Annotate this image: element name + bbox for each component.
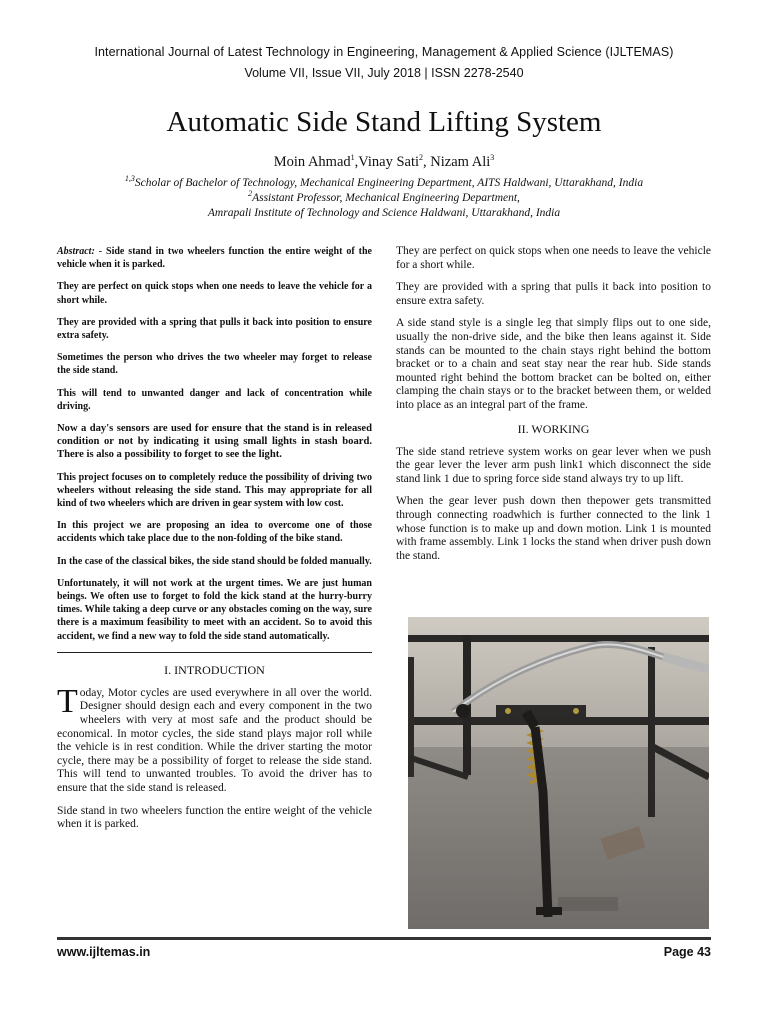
- side-stand-photo: [408, 617, 709, 929]
- right-body: [396, 245, 711, 563]
- affiliation-text: Amrapali Institute of Technology and Science Haldwani, Uttarakhand, India: [207, 207, 561, 219]
- body-paragraph: They are perfect on quick stops when one needs to leave the vehicle for a short while.: [396, 245, 711, 271]
- drop-cap: T: [57, 682, 78, 720]
- footer-url-link[interactable]: www.ijltemas.in: [57, 945, 151, 959]
- page-number: Page 43: [663, 945, 711, 959]
- author-name: Vinay Sati: [358, 154, 420, 170]
- paper-title: Automatic Side Stand Lifting System: [166, 106, 602, 138]
- affiliation-sup: 2: [248, 189, 253, 199]
- abstract: [57, 245, 372, 643]
- author-name: Nizam Ali: [430, 154, 491, 170]
- abstract-label: Abstract: -: [57, 246, 103, 257]
- affiliation: [0, 174, 768, 189]
- abstract-paragraph: In the case of the classical bikes, the side stand should be folded manually.: [57, 555, 372, 567]
- left-column: [57, 245, 372, 841]
- section-heading-introduction: I. INTRODUCTION: [164, 662, 265, 677]
- abstract-paragraph: This will tend to unwanted danger and lack of concentration while driving.: [57, 387, 372, 412]
- abstract-paragraph: [57, 245, 372, 271]
- abstract-paragraph: They are perfect on quick stops when one needs to leave the vehicle for a short while.: [57, 281, 372, 306]
- introduction-body: [57, 682, 372, 832]
- affiliation-text: Assistant Professor, Mechanical Engineering Department,: [252, 192, 520, 204]
- abstract-divider: [57, 652, 372, 653]
- body-paragraph: When the gear lever push down then thepower gets transmitted through connecting roadwhich is further connected to the link 1 whose function is to make up and down motion. Link 1 is mounted with frame assembly. Link 1 locks the stand when driver push down the stand.: [396, 495, 711, 562]
- abstract-paragraph: Now a day's sensors are used for ensure that the stand is in released condition or not by indicating it using small lights in stash board. There is also a possibility to forget to see the light.: [57, 423, 372, 461]
- abstract-paragraph: Unfortunately, it will not work at the urgent times. We are just human beings. We often use to forget to fold the kick stand at the hurry-burry times. While taking a deep curve or any obstacles coming on the way, sure there is a maximum feasibility to meet with an accident. So to avoid this accident, we find a new way to fold the side stand automatically.: [57, 577, 372, 642]
- abstract-paragraph: In this project we are proposing an idea to overcome one of those accidents which take place due to the non-folding of the bike stand.: [57, 520, 372, 545]
- author-name: Moin Ahmad: [273, 154, 351, 170]
- body-paragraph: The side stand retrieve system works on gear lever when we push the gear lever the lever arm push link1 which disconnect the side stand link 1 due to spring force side stand always try to up lift.: [396, 445, 711, 485]
- abstract-paragraph: This project focuses on to completely reduce the possibility of driving two wheelers without releasing the side stand. This may appropriate for all kind of two wheelers which are driven in gear system with low cost.: [57, 471, 372, 510]
- paragraph-text: oday, Motor cycles are used everywhere in all over the world. Designer should design each and every component in the two wheelers with very at most safe and the product should be economical. In motor cycles, the side stand plays major roll while the vehicle is in rest condition. While the driver starting the motor cycle, there may be a possibility of forget to release the side stand. This will tend to unwanted troubles. To avoid the driver has to ensure that the side stand is released.: [57, 686, 372, 795]
- author-sup: 3: [490, 153, 495, 163]
- section-heading-working: II. WORKING: [517, 421, 590, 436]
- author-list: Moin Ahmad$^1$,Vinay Sati$^2$, Nizam Ali$^3$: [273, 153, 495, 170]
- side-stand-photo-drawing: [408, 617, 709, 929]
- body-paragraph: They are provided with a spring that pulls it back into position to ensure extra safety.: [396, 281, 711, 307]
- author-sup: 1: [350, 153, 355, 163]
- body-paragraph: A side stand style is a single leg that simply flips out to one side, usually the non-drive side, and the bike then leans against it. Side stands can be mounted to the chain stays right behind the bottom bracket or to a chain and seat stay near the rear hub. Side stands mounted right behind the bottom bracket can be bolted on, either clamping the chain stays or to the bracket between them, or welded into place as an integral part of the frame.: [396, 317, 711, 411]
- affiliation-text: Scholar of Bachelor of Technology, Mechanical Engineering Department, AITS Haldwani, Uttarakhand, India: [134, 177, 644, 189]
- abstract-text: Side stand in two wheelers function the entire weight of the vehicle when it is parked.: [57, 246, 372, 271]
- right-column: [396, 245, 711, 572]
- abstract-paragraph: They are provided with a spring that pulls it back into position to ensure extra safety.: [57, 316, 372, 342]
- body-paragraph: [57, 682, 372, 796]
- affiliation-sup: 1,3: [124, 174, 135, 184]
- journal-volume: Volume VII, Issue VII, July 2018 | ISSN 2278-2540: [244, 66, 524, 80]
- journal-name: International Journal of Latest Technology in Engineering, Management & Applied Science (IJLTEMAS): [94, 45, 674, 59]
- body-paragraph: Side stand in two wheelers function the entire weight of the vehicle when it is parked.: [57, 804, 372, 831]
- abstract-paragraph: Sometimes the person who drives the two wheeler may forget to release the side stand.: [57, 352, 372, 377]
- footer-divider: [57, 937, 711, 940]
- affiliation: [0, 189, 768, 204]
- author-sup: 2: [419, 153, 424, 163]
- affiliation: [0, 207, 768, 219]
